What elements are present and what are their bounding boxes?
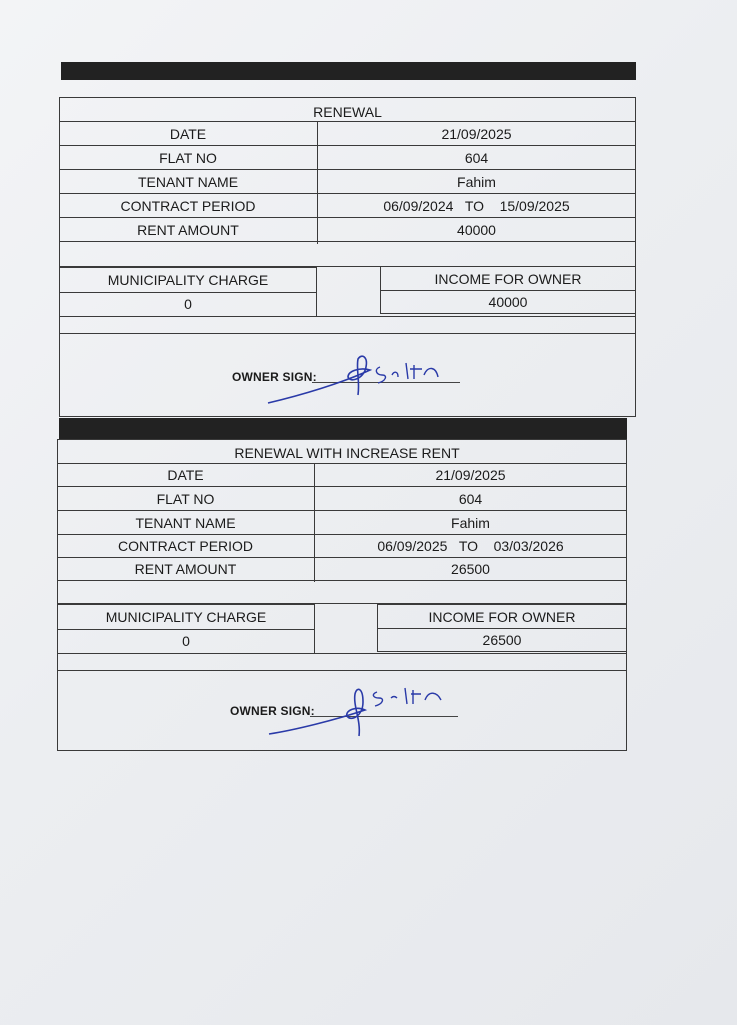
section-bar: [59, 418, 627, 439]
income-for-owner-label: INCOME FOR OWNER: [434, 270, 582, 287]
rent-amount-label: RENT AMOUNT: [137, 221, 239, 238]
contract-period-label: CONTRACT PERIOD: [120, 197, 256, 214]
section-title: RENEWAL: [313, 104, 382, 120]
rent-amount-label: RENT AMOUNT: [134, 561, 237, 577]
header-bar: [61, 62, 636, 80]
rent-amount-value: 40000: [457, 221, 496, 238]
tenant-name-label: TENANT NAME: [137, 173, 239, 190]
contract-period-value: 06/09/2024 TO 15/09/2025: [383, 197, 570, 214]
section-title: RENEWAL WITH INCREASE RENT: [234, 445, 460, 461]
date-label: DATE: [169, 125, 207, 142]
date-value: 21/09/2025: [435, 467, 506, 483]
contract-period-value: 06/09/2025 TO 03/03/2026: [377, 538, 564, 554]
date-label: DATE: [167, 467, 204, 483]
income-for-owner-value: 40000: [488, 293, 528, 310]
flat-no-value: 604: [464, 149, 489, 166]
owner-signature-icon: [265, 670, 455, 740]
tenant-name-label: TENANT NAME: [135, 514, 236, 531]
income-for-owner-box: [380, 266, 636, 314]
flat-no-label: FLAT NO: [156, 490, 215, 507]
flat-no-label: FLAT NO: [159, 149, 217, 166]
contract-period-label: CONTRACT PERIOD: [117, 538, 254, 554]
tenant-name-value: Fahim: [457, 173, 496, 190]
municipality-charge-value: 0: [184, 296, 192, 312]
municipality-charge-label: MUNICIPALITY CHARGE: [105, 609, 267, 625]
income-for-owner-box: [377, 604, 627, 652]
rent-amount-value: 26500: [451, 561, 490, 577]
income-for-owner-label: INCOME FOR OWNER: [428, 608, 576, 625]
municipality-charge-box: [57, 604, 315, 654]
income-for-owner-value: 26500: [482, 631, 522, 648]
flat-no-value: 604: [458, 490, 483, 507]
owner-sign-label: OWNER SIGN:: [230, 704, 315, 718]
owner-signature-icon: [262, 345, 452, 405]
municipality-charge-value: 0: [182, 633, 190, 649]
tenant-name-value: Fahim: [451, 514, 490, 531]
date-value: 21/09/2025: [441, 125, 512, 142]
municipality-charge-box: [59, 267, 317, 317]
owner-sign-label: OWNER SIGN:: [232, 370, 317, 384]
municipality-charge-label: MUNICIPALITY CHARGE: [107, 272, 269, 288]
